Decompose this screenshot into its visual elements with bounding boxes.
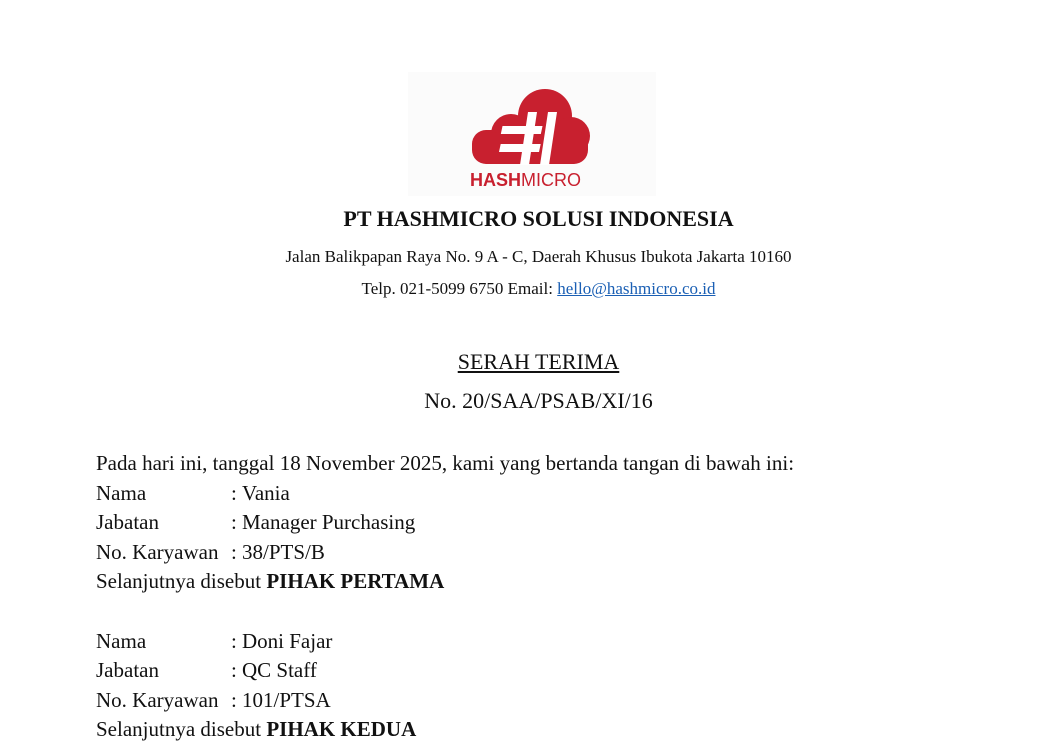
paragraph-gap	[96, 597, 996, 627]
party-two-position-row	[96, 656, 996, 686]
svg-text:HASHMICRO	[470, 170, 581, 190]
contact-phone: Telp. 021-5099 6750 Email:	[361, 279, 558, 298]
document-number: No. 20/SAA/PSAB/XI/16	[424, 388, 653, 413]
party-one-referred-line	[96, 567, 996, 597]
colon: :	[231, 658, 237, 683]
company-logo	[408, 72, 656, 196]
employee-value: 101/PTSA	[242, 687, 331, 712]
logo-text-light: MICRO	[521, 170, 582, 190]
employee-label: No. Karyawan	[96, 687, 219, 712]
party-two-name-row	[96, 627, 996, 657]
position-label: Jabatan	[96, 510, 159, 535]
name-value: Vania	[242, 480, 290, 505]
party-one-position-row	[96, 508, 996, 538]
company-contact	[0, 278, 1041, 300]
colon: :	[231, 510, 237, 535]
employee-value: 38/PTS/B	[242, 539, 325, 564]
colon: :	[231, 628, 237, 653]
referred-prefix: Selanjutnya disebut	[96, 717, 267, 742]
position-value: QC Staff	[242, 658, 317, 683]
logo-text-bold: HASH	[470, 170, 522, 190]
name-label: Nama	[96, 480, 147, 505]
document-title: SERAH TERIMA	[457, 349, 620, 374]
employee-label: No. Karyawan	[96, 539, 219, 564]
intro-paragraph: Pada hari ini, tanggal 18 November 2025, kami yang bertanda tangan di bawah ini:	[96, 451, 795, 475]
referred-prefix: Selanjutnya disebut	[96, 569, 267, 594]
name-value: Doni Fajar	[242, 628, 333, 653]
party-one-name-row	[96, 479, 996, 509]
party-two-employee-row	[96, 686, 996, 716]
party-two-referred-line	[96, 715, 996, 745]
colon: :	[231, 687, 237, 712]
name-label: Nama	[96, 628, 147, 653]
email-link[interactable]: hello@hashmicro.co.id	[557, 279, 716, 298]
colon: :	[231, 539, 237, 564]
document-body	[96, 449, 996, 745]
colon: :	[231, 480, 237, 505]
party-two-designation: PIHAK KEDUA	[266, 717, 417, 742]
party-one-employee-row	[96, 538, 996, 568]
party-one-designation: PIHAK PERTAMA	[266, 569, 445, 594]
hash-cloud-logo-icon	[408, 72, 656, 196]
position-label: Jabatan	[96, 658, 159, 683]
position-value: Manager Purchasing	[242, 510, 416, 535]
company-name: PT HASHMICRO SOLUSI INDONESIA	[343, 206, 734, 231]
company-address: Jalan Balikpapan Raya No. 9 A - C, Daerah Khusus Ibukota Jakarta 10160	[285, 247, 792, 266]
